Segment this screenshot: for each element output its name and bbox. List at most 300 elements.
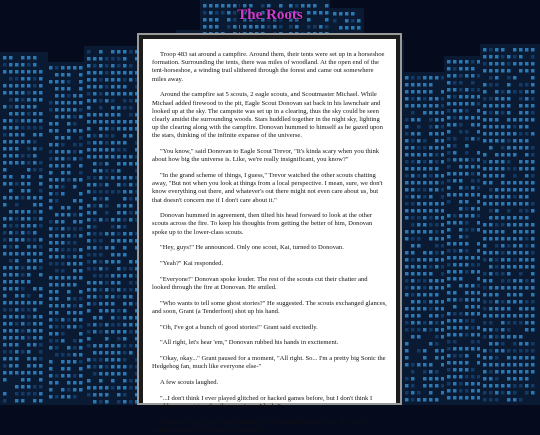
building-window (105, 64, 109, 68)
building-window (73, 318, 77, 322)
building-window (27, 98, 31, 102)
building-window (73, 94, 77, 98)
building-window (21, 308, 25, 312)
building-window (73, 234, 77, 238)
building-window (453, 137, 457, 141)
building-window (105, 92, 109, 96)
building-window (49, 325, 53, 329)
building-window (49, 339, 53, 343)
building-window (411, 202, 415, 206)
building-window (73, 325, 77, 329)
building-window (483, 328, 487, 332)
building-window (21, 392, 25, 396)
building-window (483, 237, 487, 241)
building-window (123, 99, 127, 103)
building-window (513, 90, 517, 94)
building-window (519, 244, 523, 248)
building-window (61, 164, 65, 168)
building-window (405, 230, 409, 234)
building-window (111, 232, 115, 236)
building-window (111, 295, 115, 299)
building-window (453, 88, 457, 92)
building-window (417, 363, 421, 367)
building-window (3, 91, 7, 95)
building-window (483, 69, 487, 73)
building-window (441, 321, 445, 325)
building-window (531, 174, 535, 178)
building-window (531, 230, 535, 234)
building-window (525, 195, 529, 199)
building-window (93, 218, 97, 222)
building-window (27, 210, 31, 214)
building-window (435, 279, 439, 283)
building-window (67, 276, 71, 280)
building-window (129, 302, 133, 306)
building-window (489, 265, 493, 269)
building-window (483, 391, 487, 395)
building-window (93, 316, 97, 320)
building-window (435, 251, 439, 255)
building-window (417, 272, 421, 276)
building-window (501, 265, 505, 269)
building-window (93, 302, 97, 306)
building-window (519, 188, 523, 192)
building-window (417, 314, 421, 318)
building-window (209, 25, 213, 29)
building-window (215, 25, 219, 29)
building-window (501, 153, 505, 157)
building-window (87, 176, 91, 180)
building-window (423, 258, 427, 262)
building-window (27, 343, 31, 347)
building-window (495, 251, 499, 255)
building-window (21, 252, 25, 256)
building-window (61, 213, 65, 217)
building-window (429, 398, 433, 402)
building-window (513, 251, 517, 255)
building-window (27, 259, 31, 263)
building-window (513, 377, 517, 381)
building-window (129, 344, 133, 348)
building-window (405, 286, 409, 290)
building-window (123, 372, 127, 376)
building-window (447, 277, 451, 281)
building-window (465, 158, 469, 162)
building-window (417, 83, 421, 87)
building-window (117, 78, 121, 82)
building-window (411, 258, 415, 262)
building-window (33, 126, 37, 130)
building-window (495, 174, 499, 178)
building-window (429, 195, 433, 199)
building-window (435, 132, 439, 136)
building-window (33, 357, 37, 361)
building-window (39, 84, 43, 88)
building-window (33, 112, 37, 116)
building-window (525, 377, 529, 381)
building-window (129, 267, 133, 271)
building-window (531, 62, 535, 66)
building-window (27, 385, 31, 389)
building-window (507, 76, 511, 80)
building-window (513, 384, 517, 388)
building-window (507, 300, 511, 304)
building-window (73, 276, 77, 280)
building-window (405, 216, 409, 220)
building-window (519, 195, 523, 199)
building-window (417, 153, 421, 157)
building-window (465, 319, 469, 323)
building-window (55, 381, 59, 385)
building-window (531, 55, 535, 59)
building-window (495, 293, 499, 297)
building-window (507, 335, 511, 339)
building-window (525, 244, 529, 248)
building-window (61, 304, 65, 308)
building-window (39, 189, 43, 193)
building-window (513, 181, 517, 185)
building-window (27, 168, 31, 172)
building-window (471, 67, 475, 71)
building-window (531, 104, 535, 108)
building-window (67, 129, 71, 133)
building-window (3, 357, 7, 361)
building-window (453, 158, 457, 162)
building-window (117, 113, 121, 117)
building-window (525, 125, 529, 129)
building-window (447, 382, 451, 386)
building-window (453, 382, 457, 386)
building-window (39, 147, 43, 151)
building-window (447, 228, 451, 232)
building-window (79, 234, 83, 238)
building-window (79, 318, 83, 322)
building-window (531, 356, 535, 360)
building-window (429, 251, 433, 255)
building-window (519, 230, 523, 234)
building-window (477, 312, 481, 316)
building-window (471, 74, 475, 78)
building-window (3, 294, 7, 298)
building-window (507, 216, 511, 220)
building-window (21, 231, 25, 235)
building-window (531, 370, 535, 374)
building-window (441, 244, 445, 248)
building-window (513, 195, 517, 199)
building-window (525, 363, 529, 367)
building-window (117, 295, 121, 299)
building-window (9, 112, 13, 116)
building-window (501, 146, 505, 150)
building-window (459, 158, 463, 162)
building-window (447, 270, 451, 274)
building-window (79, 129, 83, 133)
building-window (507, 132, 511, 136)
building-window (459, 74, 463, 78)
building-window (15, 126, 19, 130)
building-window (39, 119, 43, 123)
building-window (441, 76, 445, 80)
building-window (105, 358, 109, 362)
building-window (453, 67, 457, 71)
building-window (93, 246, 97, 250)
building-window (61, 108, 65, 112)
building-window (61, 66, 65, 70)
building-window (117, 386, 121, 390)
building-window (507, 209, 511, 213)
building-window (15, 119, 19, 123)
building-window (495, 335, 499, 339)
building-window (405, 258, 409, 262)
building-window (3, 203, 7, 207)
building-window (27, 273, 31, 277)
building-window (477, 270, 481, 274)
building-window (55, 94, 59, 98)
building-window (15, 385, 19, 389)
building-window (99, 169, 103, 173)
building-window (99, 302, 103, 306)
building-window (531, 363, 535, 367)
building-window (477, 277, 481, 281)
building-window (459, 95, 463, 99)
building-window (471, 305, 475, 309)
building-window (525, 132, 529, 136)
building-window (9, 182, 13, 186)
building-window (429, 118, 433, 122)
building-window (465, 354, 469, 358)
building-window (513, 356, 517, 360)
building-window (519, 48, 523, 52)
building-window (99, 204, 103, 208)
building-window (477, 347, 481, 351)
building-window (99, 351, 103, 355)
building-window (87, 295, 91, 299)
building-window (61, 80, 65, 84)
building-window (21, 63, 25, 67)
building-window (9, 301, 13, 305)
building-window (495, 286, 499, 290)
building-window (519, 97, 523, 101)
building-window (507, 62, 511, 66)
building-window (477, 200, 481, 204)
building-window (27, 301, 31, 305)
building-window (67, 297, 71, 301)
building-window (501, 363, 505, 367)
building-window (33, 245, 37, 249)
building-window (471, 270, 475, 274)
building-window (105, 176, 109, 180)
building-window (405, 209, 409, 213)
building-window (111, 127, 115, 131)
building-window (73, 255, 77, 259)
building-window (531, 342, 535, 346)
building-window (513, 230, 517, 234)
building-window (61, 255, 65, 259)
building-window (55, 269, 59, 273)
building-window (417, 90, 421, 94)
building-window (459, 116, 463, 120)
building-window (441, 118, 445, 122)
building-window (3, 238, 7, 242)
building-window (55, 332, 59, 336)
building-window (405, 125, 409, 129)
building-window (117, 155, 121, 159)
building-window (21, 175, 25, 179)
building-window (423, 300, 427, 304)
building-window (39, 245, 43, 249)
building-window (9, 315, 13, 319)
building-window (477, 179, 481, 183)
building-window (3, 322, 7, 326)
building-window (483, 55, 487, 59)
building-window (489, 251, 493, 255)
building-window (39, 350, 43, 354)
building-window (39, 210, 43, 214)
building-window (423, 174, 427, 178)
building-window (465, 74, 469, 78)
building-window (465, 284, 469, 288)
building-window (39, 336, 43, 340)
building-window (61, 185, 65, 189)
building-window (507, 356, 511, 360)
building-window (49, 192, 53, 196)
building-window (49, 248, 53, 252)
building-window (489, 181, 493, 185)
building-window (39, 322, 43, 326)
building-window (423, 90, 427, 94)
building-window (123, 141, 127, 145)
building-window (483, 230, 487, 234)
building-window (49, 388, 53, 392)
building-window (459, 277, 463, 281)
building-window (55, 318, 59, 322)
building-window (501, 244, 505, 248)
building-window (429, 153, 433, 157)
building-window (501, 195, 505, 199)
building-window (507, 384, 511, 388)
building-window (117, 351, 121, 355)
building-window (453, 60, 457, 64)
building-window (411, 146, 415, 150)
building-window (495, 230, 499, 234)
building-window (435, 244, 439, 248)
building-window (471, 340, 475, 344)
building-window (3, 371, 7, 375)
building-window (61, 332, 65, 336)
building-window (501, 328, 505, 332)
building-window (33, 133, 37, 137)
building-window (117, 169, 121, 173)
building-window (21, 91, 25, 95)
building-window (255, 25, 259, 29)
building-window (429, 300, 433, 304)
building-window (447, 158, 451, 162)
building-window (519, 286, 523, 290)
building-window (111, 64, 115, 68)
building-window (33, 168, 37, 172)
building-window (465, 361, 469, 365)
building-window (33, 266, 37, 270)
building-window (55, 220, 59, 224)
building-window (21, 161, 25, 165)
building-window (495, 237, 499, 241)
building-window (507, 321, 511, 325)
building-window (525, 349, 529, 353)
building-window (39, 70, 43, 74)
building-window (519, 216, 523, 220)
building-window (123, 225, 127, 229)
building-window (531, 286, 535, 290)
building-window (525, 265, 529, 269)
building-window (9, 329, 13, 333)
building-window (123, 211, 127, 215)
building-window (525, 167, 529, 171)
building-window (33, 147, 37, 151)
building-window (67, 381, 71, 385)
building-window (441, 160, 445, 164)
building-window (477, 396, 481, 400)
building-window (417, 223, 421, 227)
building-window (489, 160, 493, 164)
building-window (3, 175, 7, 179)
building-window (477, 382, 481, 386)
building-window (93, 260, 97, 264)
building-window (33, 231, 37, 235)
building-window (9, 357, 13, 361)
building-window (435, 356, 439, 360)
building-window (513, 286, 517, 290)
building-window (15, 182, 19, 186)
building-window (73, 150, 77, 154)
building-window (39, 329, 43, 333)
building-window (111, 260, 115, 264)
building-window (27, 119, 31, 123)
building-window (453, 396, 457, 400)
building-window (33, 161, 37, 165)
building-window (471, 263, 475, 267)
building-window (447, 179, 451, 183)
building-window (471, 172, 475, 176)
building-window (429, 293, 433, 297)
building-window (471, 368, 475, 372)
building-window (405, 384, 409, 388)
building-window (423, 181, 427, 185)
building-window (15, 357, 19, 361)
building-window (123, 162, 127, 166)
building-window (117, 393, 121, 397)
building-window (525, 391, 529, 395)
building-window (27, 154, 31, 158)
building-window (105, 337, 109, 341)
building-window (67, 171, 71, 175)
building-window (405, 279, 409, 283)
building-window (405, 363, 409, 367)
building-window (105, 197, 109, 201)
building-window (495, 300, 499, 304)
story-paragraph: Around the campfire sat 5 scouts, 2 eagle scouts, and Scoutmaster Michael. While Michael added firewood to the pit, Eagle Scout Donovan sat back in his lawnchair and looked up at the sky. The campsite was set up in a clearing, thus the sky could be seen clearly amidst the surrounding woods. Stars huddled together in the night sky, lighting up the clearing along with the campfire. Donovan hummed to himself as he gazed upon the stars, thinking of the infinite expanse of the universe. (152, 91, 383, 140)
building-window (99, 344, 103, 348)
building-window (55, 73, 59, 77)
building-window (3, 105, 7, 109)
building-window (93, 274, 97, 278)
building-window (411, 384, 415, 388)
building-window (453, 333, 457, 337)
building-window (27, 371, 31, 375)
building-window (61, 171, 65, 175)
building-window (411, 286, 415, 290)
building-window (129, 351, 133, 355)
building-window (525, 97, 529, 101)
